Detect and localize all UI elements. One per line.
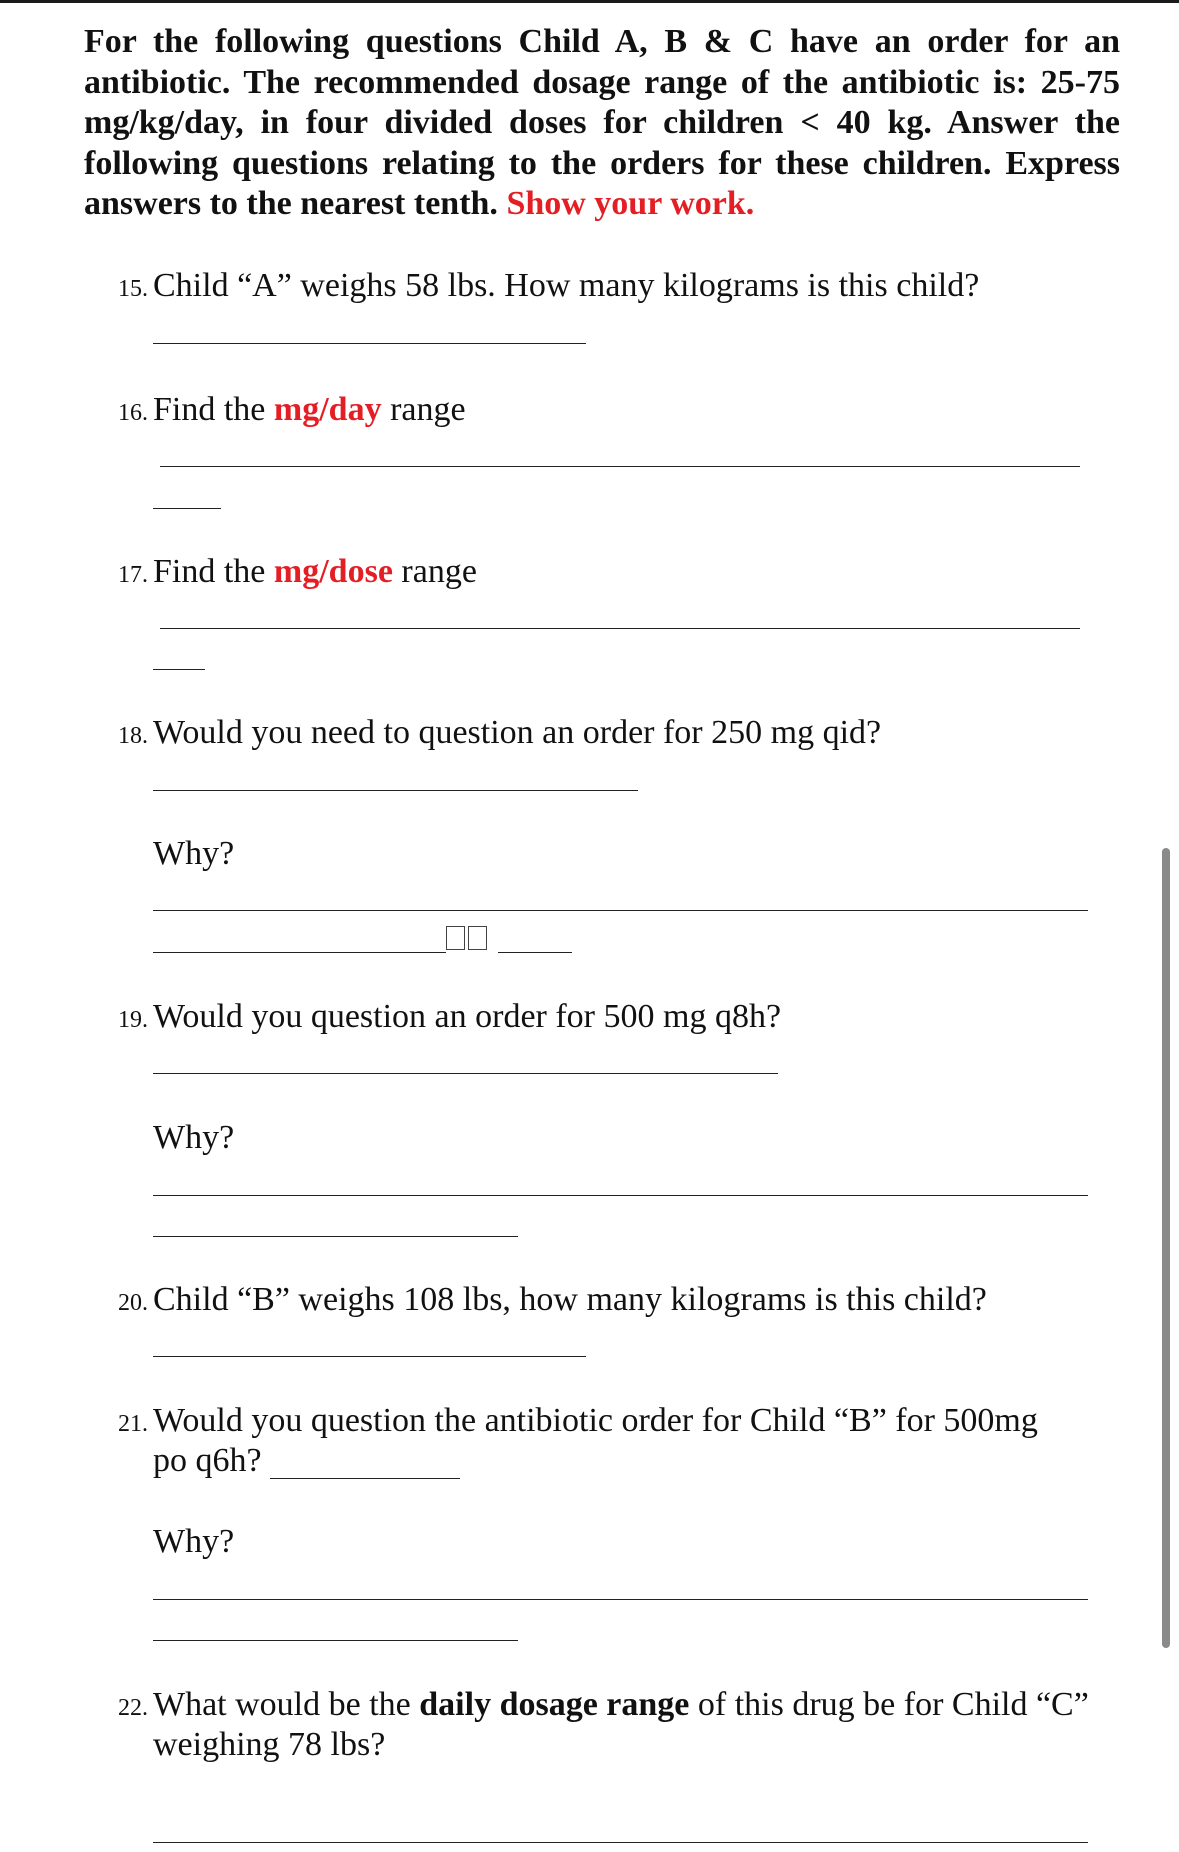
answer-line-16a[interactable] [160,466,1080,467]
answer-line-20[interactable] [153,1356,586,1357]
instructions-paragraph [84,22,1120,225]
question-text: Would you question the antibiotic order for Child “B” for 500mg [153,1402,1038,1439]
question-21-line2 [153,1441,460,1481]
question-number: 15. [118,276,148,302]
question-text: Would you need to question an order for 250 mg qid? [153,714,882,751]
question-19 [118,997,781,1040]
answer-line-17b[interactable] [153,669,205,670]
answer-line-17a[interactable] [160,628,1080,629]
question-22 [118,1685,1089,1728]
question-text: range [401,553,477,590]
question-text: Would you question an order for 500 mg q8h? [153,998,782,1035]
question-17 [118,552,477,595]
question-number: 19. [118,1007,148,1033]
scrollbar-thumb[interactable] [1162,848,1170,1648]
question-number: 21. [118,1411,148,1437]
question-text: Child “B” weighs 108 lbs, how many kilograms is this child? [153,1281,987,1318]
why-label-21: Why? [153,1523,235,1560]
why-line-18a[interactable] [153,910,1088,911]
missing-glyph-box [446,926,465,950]
question-number: 17. [118,562,148,588]
why-label-18: Why? [153,835,235,872]
answer-line-15[interactable] [153,343,586,344]
placeholder-glyph-boxes [446,926,490,950]
question-18 [118,713,881,756]
why-line-21b[interactable] [153,1640,518,1641]
question-15 [118,266,979,309]
answer-line-22[interactable] [153,1842,1088,1843]
question-22-line2 [153,1725,385,1765]
why-line-18c[interactable] [498,952,572,953]
question-number: 18. [118,723,148,749]
question-text: po q6h? [153,1442,262,1479]
question-text: range [390,391,466,428]
question-21 [118,1401,1038,1444]
why-line-18b[interactable] [153,952,446,953]
show-work-emphasis: Show your work. [506,185,755,222]
question-text: What would be the [153,1686,411,1723]
why-line-21a[interactable] [153,1599,1088,1600]
question-text: Find the [153,553,266,590]
highlight-mg-dose: mg/dose [273,553,393,590]
why-label-19: Why? [153,1119,235,1156]
question-text: Find the [153,391,266,428]
top-border [0,0,1179,3]
question-text: weighing 78 lbs? [153,1726,386,1763]
daily-dosage-range-bold: daily dosage range [419,1686,690,1723]
answer-line-21[interactable] [270,1478,460,1479]
question-text: of this drug be for Child “C” [697,1686,1089,1723]
question-number: 16. [118,400,148,426]
question-number: 22. [118,1695,148,1721]
why-line-19a[interactable] [153,1195,1088,1196]
answer-line-18[interactable] [153,790,638,791]
question-text: Child “A” weighs 58 lbs. How many kilograms is this child? [153,267,980,304]
missing-glyph-box [468,926,487,950]
highlight-mg-day: mg/day [273,391,382,428]
instructions-text: For the following questions Child A, B & C have an order for an antibiotic. The recommended dosage range of the antibiotic is: 25-75 mg/kg/day, in four divided doses for children < 40 kg. Answer the following questions relating to the orders for these children. Express answers to the nearest tenth. [84,23,1120,222]
question-20 [118,1280,987,1323]
answer-line-19[interactable] [153,1073,778,1074]
question-number: 20. [118,1290,148,1316]
answer-line-16b[interactable] [153,508,221,509]
why-line-19b[interactable] [153,1236,518,1237]
question-16 [118,390,466,433]
